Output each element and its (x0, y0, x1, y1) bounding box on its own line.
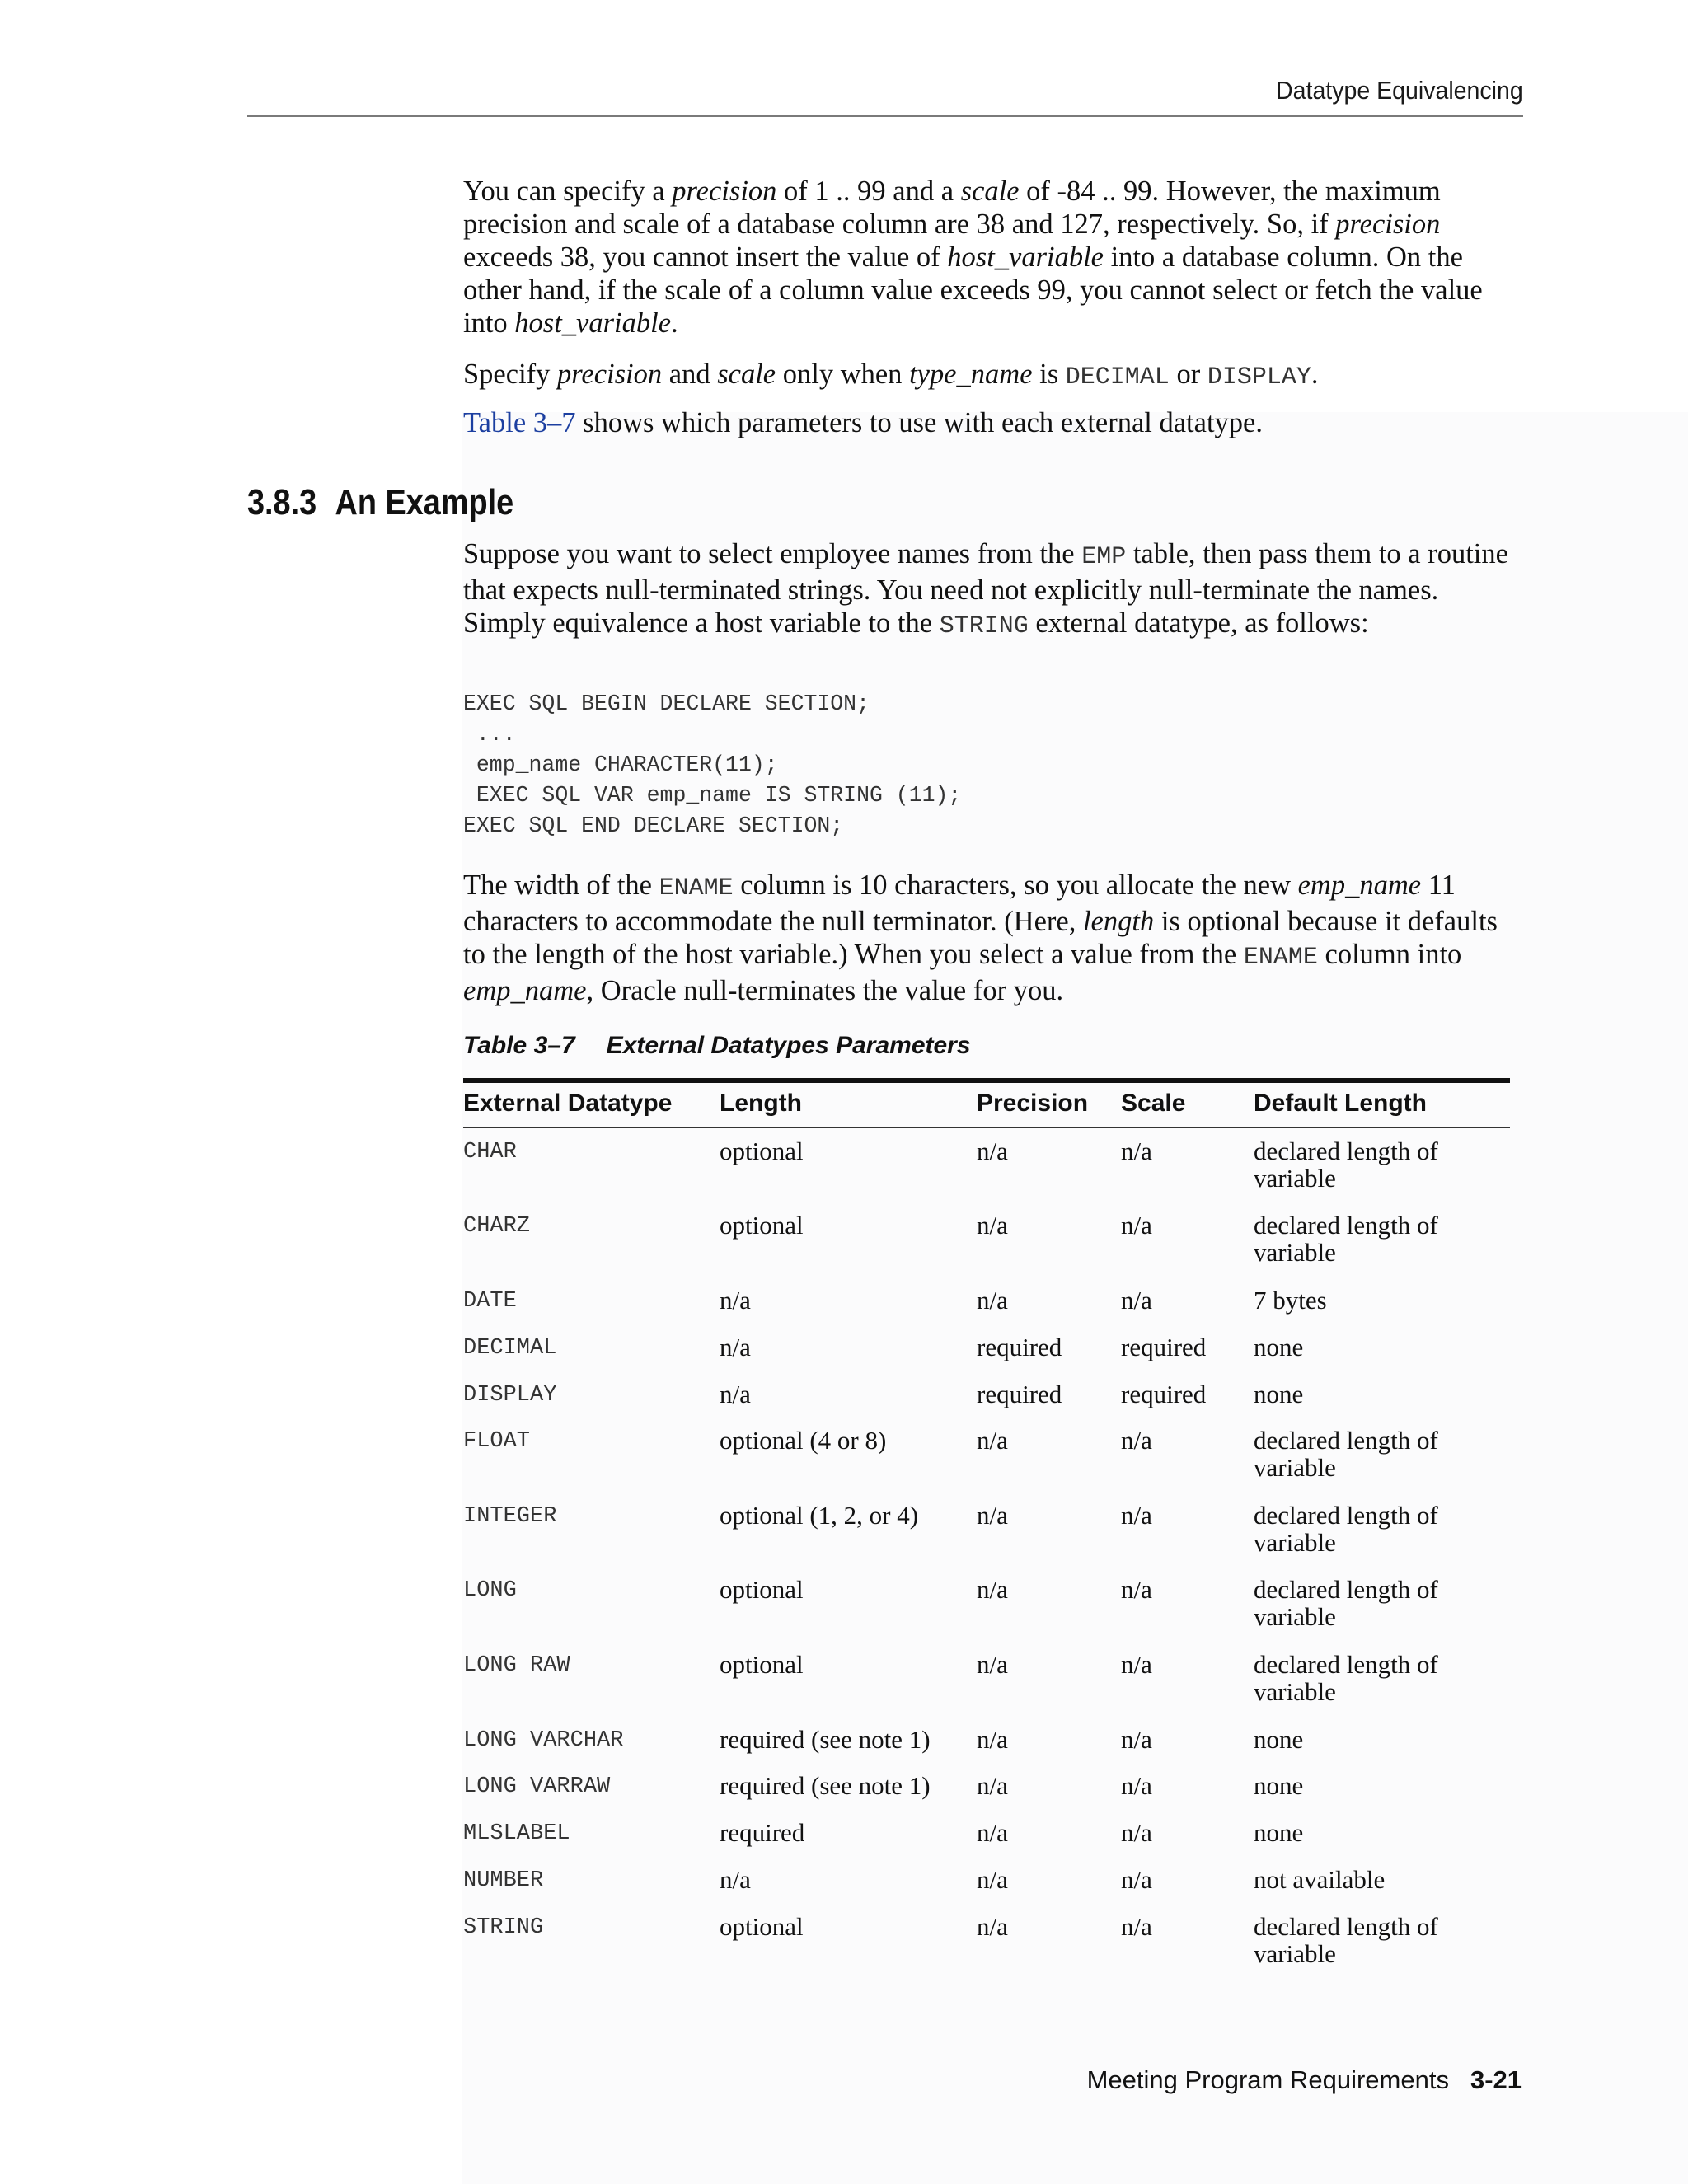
cell-length: optional (4 or 8) (720, 1426, 887, 1455)
cell-scale: required (1121, 1380, 1207, 1408)
table-row (463, 1426, 1510, 1482)
intro-block-2 (463, 358, 1523, 394)
column-header-default-length: Default Length (1254, 1090, 1427, 1117)
cell-precision: n/a (977, 1818, 1008, 1847)
cell-default-length: declared length of variable (1254, 1575, 1438, 1631)
cell-scale: n/a (1121, 1501, 1152, 1530)
cell-scale: n/a (1121, 1650, 1152, 1679)
cell-precision: n/a (977, 1771, 1008, 1800)
table-row (463, 1866, 1510, 1915)
cell-length: optional (1, 2, or 4) (720, 1501, 919, 1530)
example-block-1 (463, 537, 1523, 643)
cell-scale: n/a (1121, 1865, 1152, 1894)
column-header-length: Length (720, 1090, 802, 1117)
cell-length: optional (720, 1650, 804, 1679)
table-top-rule (463, 1078, 1510, 1083)
table-row (463, 1772, 1510, 1821)
table-row (463, 1211, 1510, 1267)
cell-default-length: 7 bytes (1254, 1286, 1327, 1315)
table-row (463, 1286, 1510, 1336)
running-header: Datatype Equivalencing (1276, 76, 1523, 105)
cell-datatype: NUMBER (463, 1868, 544, 1893)
code-example: EXEC SQL BEGIN DECLARE SECTION; ... emp_name CHARACTER(11); EXEC SQL VAR emp_name IS STRING (11); EXEC SQL END DECLARE SECTION; (463, 691, 962, 838)
cell-datatype: FLOAT (463, 1429, 531, 1454)
cell-default-length: declared length of variable (1254, 1650, 1438, 1706)
cell-default-length: none (1254, 1725, 1304, 1754)
cell-datatype: MLSLABEL (463, 1821, 570, 1846)
cell-length: n/a (720, 1286, 751, 1315)
cell-default-length: declared length of variable (1254, 1501, 1438, 1557)
cell-scale: n/a (1121, 1211, 1152, 1240)
cell-precision: required (977, 1380, 1062, 1408)
section-title: An Example (335, 482, 514, 523)
cell-scale: required (1121, 1333, 1207, 1361)
cell-length: n/a (720, 1333, 751, 1361)
cell-scale: n/a (1121, 1912, 1152, 1941)
table-caption (463, 1032, 971, 1060)
cell-datatype: CHAR (463, 1140, 517, 1165)
cell-default-length: none (1254, 1818, 1304, 1847)
cell-precision: n/a (977, 1426, 1008, 1455)
cell-datatype: LONG VARRAW (463, 1774, 611, 1799)
table-3-7-link[interactable]: Table 3–7 (463, 407, 576, 438)
page-footer (1087, 2065, 1522, 2095)
cell-datatype: INTEGER (463, 1504, 557, 1529)
cell-length: required (see note 1) (720, 1725, 931, 1754)
table-row (463, 1650, 1510, 1706)
cell-scale: n/a (1121, 1725, 1152, 1754)
cell-datatype: DATE (463, 1289, 517, 1314)
intro-paragraph-3: Table 3–7 shows which parameters to use with each external datatype. (463, 407, 1263, 438)
table-row (463, 1137, 1510, 1193)
intro-paragraph-2: Specify precision and scale only when type_name is DECIMAL or DISPLAY. (463, 359, 1319, 391)
cell-default-length: declared length of variable (1254, 1211, 1438, 1267)
cell-length: optional (720, 1137, 804, 1165)
table-caption-title: External Datatypes Parameters (606, 1032, 971, 1059)
cell-precision: n/a (977, 1725, 1008, 1754)
cell-scale: n/a (1121, 1137, 1152, 1165)
cell-scale: n/a (1121, 1818, 1152, 1847)
intro-block (463, 175, 1523, 340)
cell-scale: n/a (1121, 1286, 1152, 1315)
cell-precision: required (977, 1333, 1062, 1361)
cell-length: required (720, 1818, 805, 1847)
cell-scale: n/a (1121, 1426, 1152, 1455)
cell-length: n/a (720, 1865, 751, 1894)
intro-block-3 (463, 406, 1523, 439)
column-header-precision: Precision (977, 1090, 1089, 1117)
cell-precision: n/a (977, 1286, 1008, 1315)
table-row (463, 1819, 1510, 1868)
cell-precision: n/a (977, 1211, 1008, 1240)
header-rule (247, 115, 1523, 117)
table-row (463, 1912, 1510, 1968)
footer-chapter-title: Meeting Program Requirements (1086, 2065, 1449, 2094)
table-row (463, 1380, 1510, 1430)
example-block-2 (463, 869, 1523, 1007)
cell-length: optional (720, 1211, 804, 1240)
cell-precision: n/a (977, 1137, 1008, 1165)
section-heading (247, 482, 513, 523)
cell-default-length: none (1254, 1333, 1304, 1361)
table-header-rule (463, 1127, 1510, 1128)
cell-precision: n/a (977, 1575, 1008, 1604)
table-row (463, 1333, 1510, 1383)
cell-precision: n/a (977, 1912, 1008, 1941)
column-header-scale: Scale (1121, 1090, 1186, 1117)
cell-default-length: none (1254, 1771, 1304, 1800)
table-row (463, 1501, 1510, 1557)
column-header-external-datatype: External Datatype (463, 1090, 673, 1117)
cell-length: required (see note 1) (720, 1771, 931, 1800)
cell-datatype: STRING (463, 1915, 544, 1940)
cell-precision: n/a (977, 1865, 1008, 1894)
cell-length: optional (720, 1575, 804, 1604)
cell-datatype: DISPLAY (463, 1383, 557, 1408)
cell-datatype: LONG (463, 1578, 517, 1603)
cell-default-length: declared length of variable (1254, 1912, 1438, 1968)
cell-scale: n/a (1121, 1575, 1152, 1604)
cell-precision: n/a (977, 1501, 1008, 1530)
table-caption-label: Table 3–7 (463, 1032, 575, 1059)
cell-length: n/a (720, 1380, 751, 1408)
cell-length: optional (720, 1912, 804, 1941)
cell-datatype: LONG VARCHAR (463, 1728, 624, 1753)
section-number: 3.8.3 (247, 482, 317, 523)
table-row (463, 1726, 1510, 1775)
cell-datatype: LONG RAW (463, 1653, 570, 1678)
example-paragraph-1: Suppose you want to select employee names from the EMP table, then pass them to a routine that expects null-terminated strings. You need not explicitly null-terminate the names. Simply equivalence a host variable to the STRING external datatype, as follows: (463, 538, 1508, 640)
cell-scale: n/a (1121, 1771, 1152, 1800)
cell-default-length: none (1254, 1380, 1304, 1408)
cell-default-length: declared length of variable (1254, 1137, 1438, 1193)
page-number: 3-21 (1470, 2065, 1522, 2094)
cell-datatype: DECIMAL (463, 1336, 557, 1361)
example-paragraph-2: The width of the ENAME column is 10 characters, so you allocate the new emp_name 11 characters to accommodate the null terminator. (Here, length is optional because it defaults to the length of the host variable.) When you select a value from the ENAME column into emp_name, Oracle null-terminates the value for you. (463, 869, 1498, 1006)
cell-default-length: declared length of variable (1254, 1426, 1438, 1482)
cell-datatype: CHARZ (463, 1214, 531, 1239)
cell-default-length: not available (1254, 1865, 1386, 1894)
table-row (463, 1575, 1510, 1631)
cell-precision: n/a (977, 1650, 1008, 1679)
intro-paragraph-1: You can specify a precision of 1 .. 99 and a scale of -84 .. 99. However, the maximum precision and scale of a database column are 38 and 127, respectively. So, if precision exceeds 38, you cannot insert the value of host_variable into a database column. On the other hand, if the scale of a column value exceeds 99, you cannot select or fetch the value into host_variable. (463, 176, 1483, 339)
